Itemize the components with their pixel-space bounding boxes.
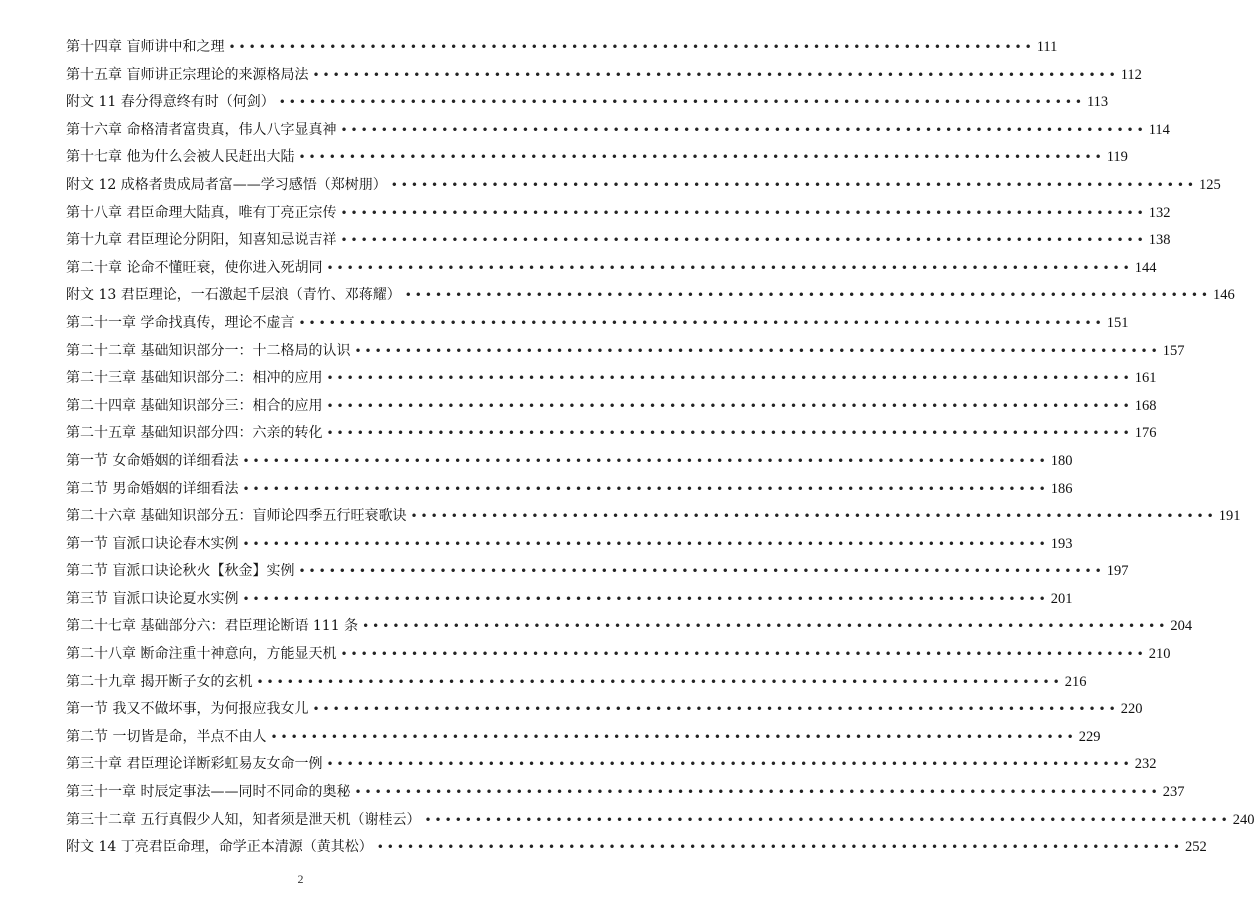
dot-leader: •••••••••••••••••••••••••••••••••••••••••••••••••••••••••••••••••••••••••••••••• [326,371,1133,386]
toc-entry-title: 第二十四章 基础知识部分三：相合的应用 [66,397,323,414]
dot-leader: •••••••••••••••••••••••••••••••••••••••••••••••••••••••••••••••••••••••••••••••• [242,481,1049,496]
toc-entry[interactable] [66,144,1128,172]
toc-entry-page: 252 [1184,839,1207,856]
dot-leader: •••••••••••••••••••••••••••••••••••••••••••••••••••••••••••••••••••••••••••••••• [278,95,1085,110]
toc-entry-page: 161 [1134,370,1157,387]
toc-entry-page: 112 [1120,66,1142,83]
toc-entry[interactable] [66,282,1235,310]
toc-entry[interactable] [66,62,1142,90]
dot-leader: •••••••••••••••••••••••••••••••••••••••••••••••••••••••••••••••••••••••••••••••• [376,840,1183,855]
dot-leader: •••••••••••••••••••••••••••••••••••••••••••••••••••••••••••••••••••••••••••••••• [326,757,1133,772]
toc-entry[interactable] [66,255,1157,283]
toc-entry[interactable] [66,393,1157,421]
toc-entry[interactable] [66,834,1207,862]
dot-leader: •••••••••••••••••••••••••••••••••••••••••••••••••••••••••••••••••••••••••••••••• [298,150,1105,165]
toc-entry-page: 232 [1134,756,1157,773]
toc-entry-title: 第一节 我又不做坏事，为何报应我女儿 [66,701,309,718]
dot-leader: •••••••••••••••••••••••••••••••••••••••••••••••••••••••••••••••••••••••••••••••• [410,509,1217,524]
toc-entry-page: 201 [1050,590,1073,607]
dot-leader: •••••••••••••••••••••••••••••••••••••••••••••••••••••••••••••••••••••••••••••••• [390,177,1197,192]
toc-entry-page: 113 [1086,94,1109,111]
toc-entry-page: 114 [1148,121,1170,138]
toc-entry-page: 216 [1064,673,1087,690]
toc-entry-title: 附文 11 春分得意终有时（何剑） [66,94,275,111]
dot-leader: •••••••••••••••••••••••••••••••••••••••••••••••••••••••••••••••••••••••••••••••• [312,67,1119,82]
toc-entry-title: 第二节 男命婚姻的详细看法 [66,480,239,497]
dot-leader: •••••••••••••••••••••••••••••••••••••••••••••••••••••••••••••••••••••••••••••••• [424,812,1231,827]
toc-entry[interactable] [66,613,1193,641]
toc-entry-title: 第二十九章 揭开断子女的玄机 [66,673,253,690]
toc-entry[interactable] [66,669,1087,697]
toc-entry-title: 第二十二章 基础知识部分一：十二格局的认识 [66,342,351,359]
toc-entry-title: 第二十七章 基础部分六：君臣理论断语 111 条 [66,618,359,635]
toc-entry-title: 第十五章 盲师讲正宗理论的来源格局法 [66,66,309,83]
toc-entry-title: 第三十一章 时辰定事法——同时不同命的奥秘 [66,784,351,801]
dot-leader: •••••••••••••••••••••••••••••••••••••••••••••••••••••••••••••••••••••••••••••••• [228,40,1035,54]
toc-entry-page: 191 [1218,508,1241,525]
toc-entry-title: 第二十章 论命不懂旺衰，使你进入死胡同 [66,259,323,276]
toc-entry-page: 220 [1120,701,1143,718]
toc-entry[interactable] [66,476,1073,504]
toc-entry-title: 第二十一章 学命找真传，理论不虚言 [66,314,295,331]
toc-entry-title: 第三十二章 五行真假少人知，知者须是泄天机（谢桂云） [66,811,421,828]
page-number: 2 [297,872,304,886]
dot-leader: •••••••••••••••••••••••••••••••••••••••••••••••••••••••••••••••••••••••••••••••• [298,564,1105,579]
toc-entry[interactable] [66,117,1170,145]
dot-leader: •••••••••••••••••••••••••••••••••••••••••••••••••••••••••••••••••••••••••••••••• [298,315,1105,330]
dot-leader: •••••••••••••••••••••••••••••••••••••••••••••••••••••••••••••••••••••••••••••••• [242,536,1049,551]
toc-entry-page: 125 [1198,176,1221,193]
toc-entry-page: 210 [1148,646,1171,663]
dot-leader: •••••••••••••••••••••••••••••••••••••••••••••••••••••••••••••••••••••••••••••••• [270,729,1077,744]
dot-leader: •••••••••••••••••••••••••••••••••••••••••••••••••••••••••••••••••••••••••••••••• [354,785,1161,800]
dot-leader: •••••••••••••••••••••••••••••••••••••••••••••••••••••••••••••••••••••••••••••••• [340,205,1147,220]
toc-entry-page: 176 [1134,425,1157,442]
toc-entry[interactable] [66,34,1058,62]
dot-leader: •••••••••••••••••••••••••••••••••••••••••••••••••••••••••••••••••••••••••••••••• [340,122,1147,137]
toc-entry-title: 附文 14 丁亮君臣命理，命学正本清源（黄其松） [66,839,373,856]
toc-entry-title: 第二节 一切皆是命，半点不由人 [66,728,267,745]
toc-entry-page: 119 [1106,149,1128,166]
toc-entry[interactable] [66,531,1073,559]
toc-entry-page: 180 [1050,452,1073,469]
toc-entry-title: 第二十五章 基础知识部分四：六亲的转化 [66,425,323,442]
toc-entry[interactable] [66,586,1073,614]
toc-entry-title: 第二十八章 断命注重十神意向，方能显天机 [66,646,337,663]
toc-entry[interactable] [66,696,1143,724]
toc-entry-page: 144 [1134,259,1157,276]
toc-entry[interactable] [66,365,1157,393]
toc-entry-title: 第三节 盲派口诀论夏水实例 [66,590,239,607]
toc-entry-title: 附文 13 君臣理论，一石激起千层浪（青竹、邓蒋耀） [66,287,401,304]
toc-entry[interactable] [66,338,1185,366]
toc-entry-page: 132 [1148,204,1171,221]
toc-entry-title: 第二节 盲派口诀论秋火【秋金】实例 [66,563,295,580]
toc-entry-title: 第十七章 他为什么会被人民赶出大陆 [66,149,295,166]
dot-leader: •••••••••••••••••••••••••••••••••••••••••••••••••••••••••••••••••••••••••••••••• [312,702,1119,717]
dot-leader: •••••••••••••••••••••••••••••••••••••••••••••••••••••••••••••••••••••••••••••••• [326,260,1133,275]
toc-entry-title: 第一节 女命婚姻的详细看法 [66,452,239,469]
toc-entry-page: 237 [1162,784,1185,801]
toc-entry[interactable] [66,558,1129,586]
toc-entry-title: 第十四章 盲师讲中和之理 [66,39,225,55]
toc-entry-page: 186 [1050,480,1073,497]
toc-entry-page: 193 [1050,535,1073,552]
toc-entry-title: 第二十三章 基础知识部分二：相冲的应用 [66,370,323,387]
dot-leader: •••••••••••••••••••••••••••••••••••••••••••••••••••••••••••••••••••••••••••••••• [340,233,1147,248]
toc-entry[interactable] [66,420,1157,448]
toc-entry-page: 157 [1162,342,1185,359]
toc-entry-title: 第十九章 君臣理论分阴阳，知喜知忌说吉祥 [66,232,337,249]
toc-entry-page: 240 [1232,811,1254,828]
toc-entry-page: 229 [1078,728,1101,745]
toc-entry-page: 138 [1148,232,1171,249]
toc-entry[interactable] [66,503,1241,531]
toc-entry[interactable] [66,448,1073,476]
toc-entry[interactable] [66,751,1157,779]
toc-entry[interactable] [66,641,1171,669]
dot-leader: •••••••••••••••••••••••••••••••••••••••••••••••••••••••••••••••••••••••••••••••• [242,591,1049,606]
toc-entry-page: 146 [1212,287,1235,304]
toc-entry-title: 第一节 盲派口诀论春木实例 [66,535,239,552]
table-of-contents [66,34,1254,862]
dot-leader: •••••••••••••••••••••••••••••••••••••••••••••••••••••••••••••••••••••••••••••••• [256,674,1063,689]
toc-entry[interactable] [66,310,1129,338]
dot-leader: •••••••••••••••••••••••••••••••••••••••••••••••••••••••••••••••••••••••••••••••• [326,426,1133,441]
dot-leader: •••••••••••••••••••••••••••••••••••••••••••••••••••••••••••••••••••••••••••••••• [362,619,1169,634]
toc-entry[interactable] [66,724,1101,752]
dot-leader: •••••••••••••••••••••••••••••••••••••••••••••••••••••••••••••••••••••••••••••••• [326,398,1133,413]
toc-entry[interactable] [66,89,1109,117]
toc-entry-title: 第三十章 君臣理论详断彩虹易友女命一例 [66,756,323,773]
dot-leader: •••••••••••••••••••••••••••••••••••••••••••••••••••••••••••••••••••••••••••••••• [354,343,1161,358]
toc-entry-title: 第二十六章 基础知识部分五：盲师论四季五行旺衰歌诀 [66,508,407,525]
toc-entry-title: 附文 12 成格者贵成局者富——学习感悟（郑树朋） [66,176,387,193]
dot-leader: •••••••••••••••••••••••••••••••••••••••••••••••••••••••••••••••••••••••••••••••• [242,453,1049,468]
toc-entry[interactable] [66,227,1171,255]
toc-entry[interactable] [66,200,1171,228]
toc-entry-page: 111 [1036,39,1058,55]
toc-entry-page: 197 [1106,563,1129,580]
toc-entry[interactable] [66,807,1254,835]
toc-entry-page: 204 [1170,618,1193,635]
toc-entry[interactable] [66,779,1185,807]
toc-entry-title: 第十八章 君臣命理大陆真，唯有丁亮正宗传 [66,204,337,221]
toc-entry-page: 168 [1134,397,1157,414]
dot-leader: •••••••••••••••••••••••••••••••••••••••••••••••••••••••••••••••••••••••••••••••• [404,288,1211,303]
toc-entry[interactable] [66,172,1221,200]
toc-entry-page: 151 [1106,314,1129,331]
toc-entry-title: 第十六章 命格清者富贵真，伟人八字显真神 [66,121,337,138]
dot-leader: •••••••••••••••••••••••••••••••••••••••••••••••••••••••••••••••••••••••••••••••• [340,647,1147,662]
